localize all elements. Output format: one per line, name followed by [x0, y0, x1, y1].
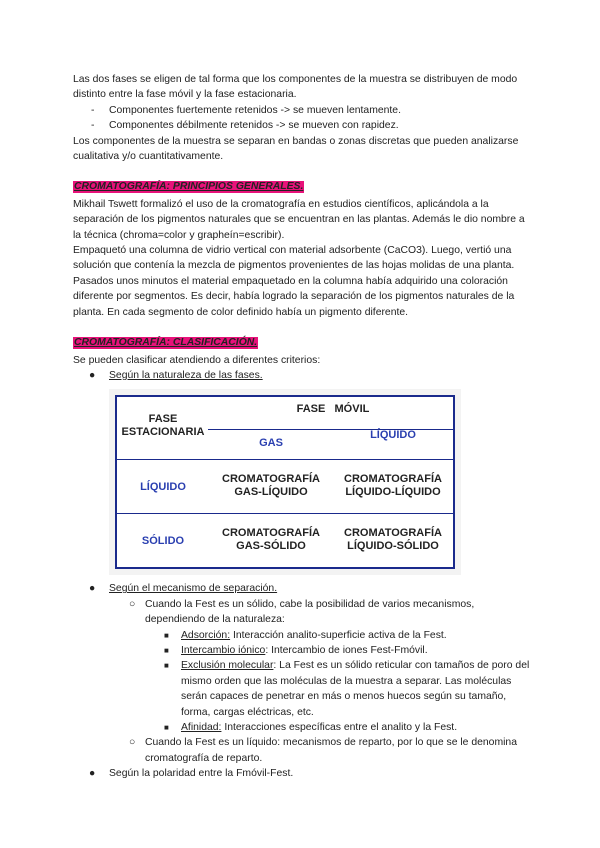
stationary-phase-header: FASE ESTACIONARIA [121, 413, 205, 439]
square-bullet-icon: ■ [164, 661, 169, 671]
principles-paragraph-1: Mikhail Tswett formalizó el uso de la cromatografía en estudios científicos, aplicándola a la separación de los pigmentos naturales que se encuentran en las plantas. Además le dio nombre a la técnica (chroma=color y grapheín=escribir). [73, 198, 525, 241]
criteria-item-phases [73, 368, 535, 383]
list-item: - Componentes débilmente retenidos -> se mueven con rapidez. [73, 118, 535, 133]
document-content [73, 72, 535, 782]
classification-intro: Se pueden clasificar atendiendo a diferentes criterios: [73, 354, 321, 366]
mechanism-text: Interacción analito-superficie activa de la Fest. [230, 629, 447, 641]
criteria-label: Según la polaridad entre la Fmóvil-Fest. [109, 768, 294, 780]
criteria-label: Según la naturaleza de las fases. [109, 369, 263, 381]
solid-row-label: SÓLIDO [141, 535, 185, 548]
bullet-icon: ● [89, 369, 96, 381]
criteria-item-polarity [73, 766, 535, 781]
mechanism-term: Exclusión molecular [181, 660, 274, 672]
table-border [115, 395, 455, 397]
phase-table [115, 395, 455, 569]
retention-list [73, 103, 535, 134]
gas-column-header: GAS [259, 437, 283, 450]
mechanism-text: : Intercambio de iones Fest-Fmóvil. [265, 644, 428, 656]
circle-bullet-icon: ○ [129, 598, 136, 610]
liquid-row-label: LÍQUIDO [140, 481, 186, 494]
criteria-label: Según el mecanismo de separación. [109, 583, 278, 595]
mechanism-text: : La Fest es un sólido reticular con tamaños de poro del mismo orden que las moléculas de la muestra a separar. Las moléculas serán capaces de penetrar en más o menos huecos según su tamaño, forma, cargas eléctricas, etc. [181, 660, 530, 718]
square-bullet-icon: ■ [164, 645, 169, 655]
cell-gas-liquid: CROMATOGRAFÍA GAS-LÍQUIDO [222, 473, 320, 499]
table-border [115, 567, 455, 569]
circle-bullet-icon: ○ [129, 737, 136, 749]
liquid-phase-item [73, 735, 535, 766]
bullet-icon: ● [89, 768, 96, 780]
principles-paragraph-2: Empaquetó una columna de vidrio vertical con material adsorbente (CaCO3). Luego, vertió una solución que contenía la mezcla de pigmentos provenientes de las hojas molidas de una planta. Pasados unos minutos el material empaquetado en la columna había adquirido una coloración diferente por segmentos. Es decir, había logrado la separación de los pigmentos naturales de la planta. En cada segmento de color definido había un pigmento diferente. [73, 245, 515, 318]
classification-heading: CROMATOGRAFÍA: CLASIFICACIÓN. [74, 337, 258, 349]
mechanism-term: Adsorción: [181, 629, 231, 641]
mechanism-term: Intercambio iónico [181, 644, 266, 656]
intro-paragraph-2: Los componentes de la muestra se separan en bandas o zonas discretas que pueden analizarse cualitativa y/o cuantitativamente. [73, 135, 519, 163]
mobile-phase-header: FASE MÓVIL [296, 403, 370, 416]
mechanism-text: Interacciones específicas entre el analito y la Fest. [221, 721, 458, 733]
criteria-item-mechanism [73, 581, 535, 596]
cell-gas-solid: CROMATOGRAFÍA GAS-SÓLIDO [222, 527, 320, 553]
mechanism-item [73, 643, 535, 658]
square-bullet-icon: ■ [164, 630, 169, 640]
table-divider [115, 459, 455, 460]
table-divider [115, 513, 455, 514]
liquid-column-header: LÍQUIDO [370, 429, 416, 442]
list-item: - Componentes fuertemente retenidos -> se mueven lentamente. [73, 103, 535, 118]
cell-liquid-solid: CROMATOGRAFÍA LÍQUIDO-SÓLIDO [344, 527, 442, 553]
intro-paragraph-1: Las dos fases se eligen de tal forma que los componentes de la muestra se distribuyen de modo distinto entre la fase móvil y la fase estacionaria. [73, 74, 518, 101]
solid-phase-text: Cuando la Fest es un sólido, cabe la posibilidad de varios mecanismos, dependiendo de la naturaleza: [145, 598, 475, 626]
cell-liquid-liquid: CROMATOGRAFÍA LÍQUIDO-LÍQUIDO [344, 473, 442, 499]
liquid-phase-text: Cuando la Fest es un líquido: mecanismos de reparto, por lo que se le denomina cromatografía de reparto. [145, 737, 517, 764]
mechanism-item [73, 658, 535, 720]
mechanism-item [73, 720, 535, 735]
solid-phase-item [73, 597, 535, 628]
mechanism-term: Afinidad: [181, 721, 222, 733]
mechanism-item [73, 628, 535, 643]
principles-heading: CROMATOGRAFÍA: PRINCIPIOS GENERALES. [74, 181, 304, 193]
bullet-icon: ● [89, 583, 96, 595]
square-bullet-icon: ■ [164, 722, 169, 732]
phase-table-image [109, 389, 461, 575]
